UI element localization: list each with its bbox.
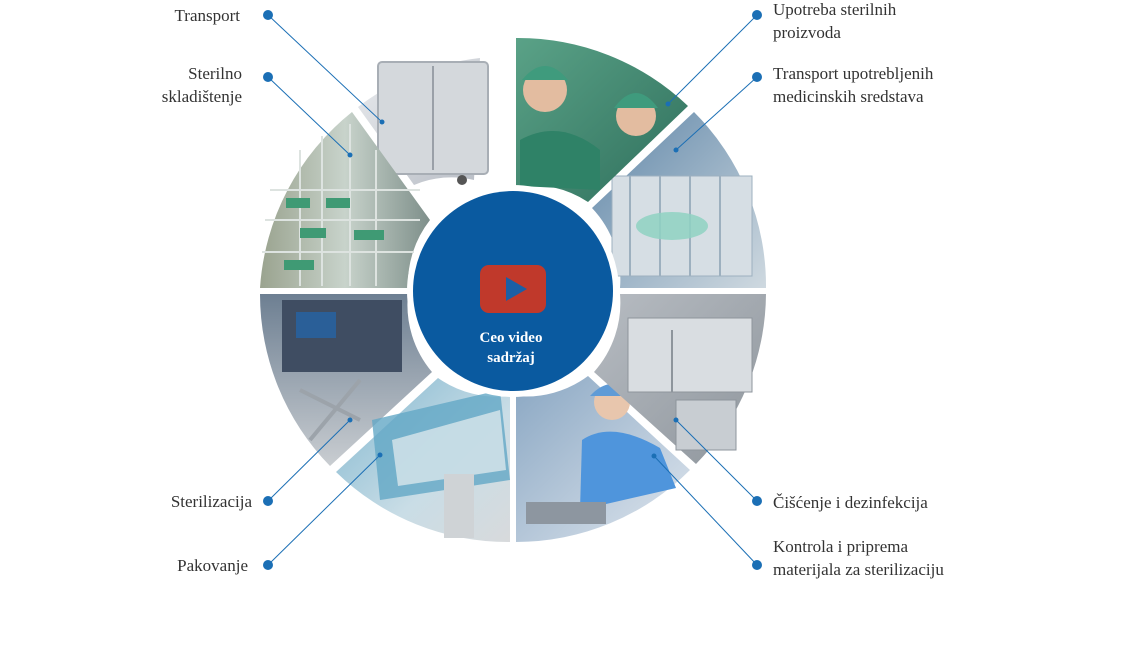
label-use-sterile-products[interactable]: Upotreba sterilnih proizvoda [773, 0, 897, 42]
label-packing[interactable]: Pakovanje [177, 556, 248, 575]
center-title-line2: sadržaj [487, 350, 535, 366]
dot-sterile-storage[interactable] [263, 72, 273, 82]
label-transport[interactable]: Transport [174, 6, 240, 25]
end-dot-control [652, 454, 657, 459]
end-dot-storage [348, 153, 353, 158]
center-title-line1: Ceo video [479, 330, 543, 346]
label-sterile-storage[interactable]: Sterilno skladištenje [161, 64, 242, 106]
dot-transport[interactable] [263, 10, 273, 20]
video-center-label[interactable] [446, 328, 576, 368]
dot-sterilization[interactable] [263, 496, 273, 506]
dot-cleaning[interactable] [752, 496, 762, 506]
dot-transport-used[interactable] [752, 72, 762, 82]
end-dot-transport [380, 120, 385, 125]
end-dot-cleaning [674, 418, 679, 423]
end-dot-use [666, 102, 671, 107]
label-control-preparation[interactable]: Kontrola i priprema materijala za sterilizaciju [773, 537, 944, 579]
label-transport-used[interactable]: Transport upotrebljenih medicinskih sredstava [773, 64, 934, 106]
end-dot-packing [378, 453, 383, 458]
end-dot-sterilization [348, 418, 353, 423]
end-dot-transport-used [674, 148, 679, 153]
dot-use-sterile-products[interactable] [752, 10, 762, 20]
dot-packing[interactable] [263, 560, 273, 570]
dot-control-preparation[interactable] [752, 560, 762, 570]
label-sterilization[interactable]: Sterilizacija [170, 492, 252, 511]
label-cleaning-disinfection[interactable]: Čišćenje i dezinfekcija [773, 493, 928, 512]
play-video-icon[interactable] [480, 265, 546, 313]
